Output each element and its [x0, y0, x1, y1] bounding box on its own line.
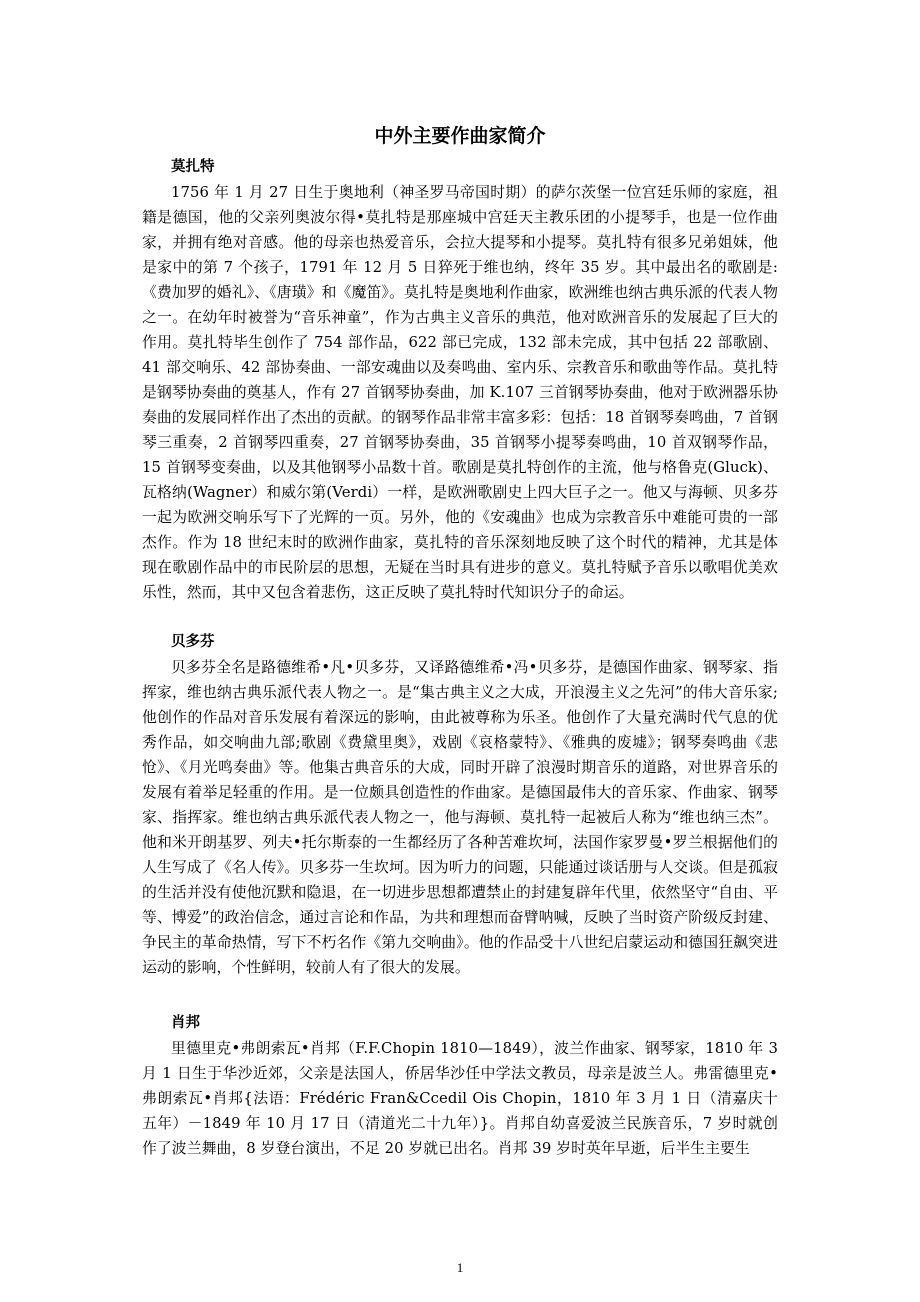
spacer	[142, 980, 778, 1011]
document-body	[142, 121, 778, 1161]
spacer	[142, 605, 778, 630]
page-number: 1	[456, 1260, 464, 1275]
section-heading: 肖邦	[171, 1015, 200, 1031]
section-paragraph: 1756 年 1 月 27 日生于奥地利（神圣罗马帝国时期）的萨尔茨堡一位宫廷乐师的家庭，祖籍是德国，他的父亲列奥波尔得•莫扎特是那座城中宫廷天主教乐团的小提琴手，也是一位作曲家，并拥有绝对音感。他的母亲也热爱音乐，会拉大提琴和小提琴。莫扎特有很多兄弟姐妹，他是家中的第 7 个孩子，1791 年 12 月 5 日猝死于维也纳，终年 35 岁。其中最出名的歌剧是:《费加罗的婚礼》、《唐璜》和《魔笛》。莫扎特是奥地利作曲家，欧洲维也纳古典乐派的代表人物之一。在幼年时被誉为“音乐神童”，作为古典主义音乐的典范，他对欧洲音乐的发展起了巨大的作用。莫扎特毕生创作了 754 部作品，622 部已完成，132 部未完成，其中包括 22 部歌剧、41 部交响乐、42 部协奏曲、一部安魂曲以及奏鸣曲、室内乐、宗教音乐和歌曲等作品。莫扎特是钢琴协奏曲的奠基人，作有 27 首钢琴协奏曲，加 K.107 三首钢琴协奏曲，他对于欧洲器乐协奏曲的发展同样作出了杰出的贡献。的钢琴作品非常丰富多彩：包括：18 首钢琴奏鸣曲，7 首钢琴三重奏，2 首钢琴四重奏，27 首钢琴协奏曲，35 首钢琴小提琴奏鸣曲，10 首双钢琴作品，15 首钢琴变奏曲，以及其他钢琴小品数十首。歌剧是莫扎特创作的主流，他与格鲁克(Gluck)、瓦格纳(Wagner）和威尔第(Verdi）一样，是欧洲歌剧史上四大巨子之一。他又与海顿、贝多芬一起为欧洲交响乐写下了光辉的一页。另外，他的《安魂曲》也成为宗教音乐中难能可贵的一部杰作。作为 18 世纪末时的欧洲作曲家，莫扎特的音乐深刻地反映了这个时代的精神，尤其是体现在歌剧作品中的市民阶层的思想，无疑在当时具有进步的意义。莫扎特赋予音乐以歌唱优美欢乐性，然而，其中又包含着悲伤，这正反映了莫扎特时代知识分子的命运。	[142, 184, 778, 601]
section-paragraph: 贝多芬全名是路德维希•凡•贝多芬，又译路德维希•冯•贝多芬，是德国作曲家、钢琴家、指挥家，维也纳古典乐派代表人物之一。是“集古典主义之大成，开浪漫主义之先河”的伟大音乐家; 他创作的作品对音乐发展有着深远的影响，由此被尊称为乐圣。他创作了大量充满时代气息的优秀作品，如交响曲九部;歌剧《费黛里奥》，戏剧《哀格蒙特》、《雅典的废墟》；钢琴奏鸣曲《悲怆》、《月光鸣奏曲》等。他集古典音乐的大成，同时开辟了浪漫时期音乐的道路，对世界音乐的发展有着举足轻重的作用。是一位颇具创造性的作曲家。是德国最伟大的音乐家、作曲家、钢琴家、指挥家。维也纳古典乐派代表人物之一，他与海顿、莫扎特一起被后人称为“维也纳三杰”。他和米开朗基罗、列夫•托尔斯泰的一生都经历了各种苦难坎坷，法国作家罗曼•罗兰根据他们的人生写成了《名人传》。贝多芬一生坎坷。因为听力的问题，只能通过谈话册与人交谈。但是孤寂的生活并没有使他沉默和隐退，在一切进步思想都遭禁止的封建复辟年代里，依然坚守“自由、平等、博爱”的政治信念，通过言论和作品，为共和理想而奋臂呐喊，反映了当时资产阶级反封建、争民主的革命热情，写下不朽名作《第九交响曲》。他的作品受十八世纪启蒙运动和德国狂飙突进运动的影响，个性鲜明，较前人有了很大的发展。	[142, 659, 778, 976]
section-beethoven	[142, 630, 778, 980]
section-heading: 贝多芬	[171, 634, 215, 650]
section-mozart	[142, 155, 778, 605]
section-heading: 莫扎特	[171, 159, 215, 175]
section-chopin	[142, 1011, 778, 1161]
page-title: 中外主要作曲家简介	[374, 125, 546, 147]
section-paragraph: 里德里克•弗朗索瓦•肖邦（F.F.Chopin 1810—1849），波兰作曲家、钢琴家，1810 年 3 月 1 日生于华沙近郊，父亲是法国人，侨居华沙任中学法文教员，母亲是波兰人。弗雷德里克•弗朗索瓦•肖邦{法语：Frédéric Fran&Ccedil Ois Chopin，1810 年 3 月 1 日（清嘉庆十五年）－1849 年 10 月 17 日（清道光二十九年）}。肖邦自幼喜爱波兰民族音乐，7 岁时就创作了波兰舞曲，8 岁登台演出，不足 20 岁就已出名。肖邦 39 岁时英年早逝，后半生主要生	[142, 1040, 778, 1157]
